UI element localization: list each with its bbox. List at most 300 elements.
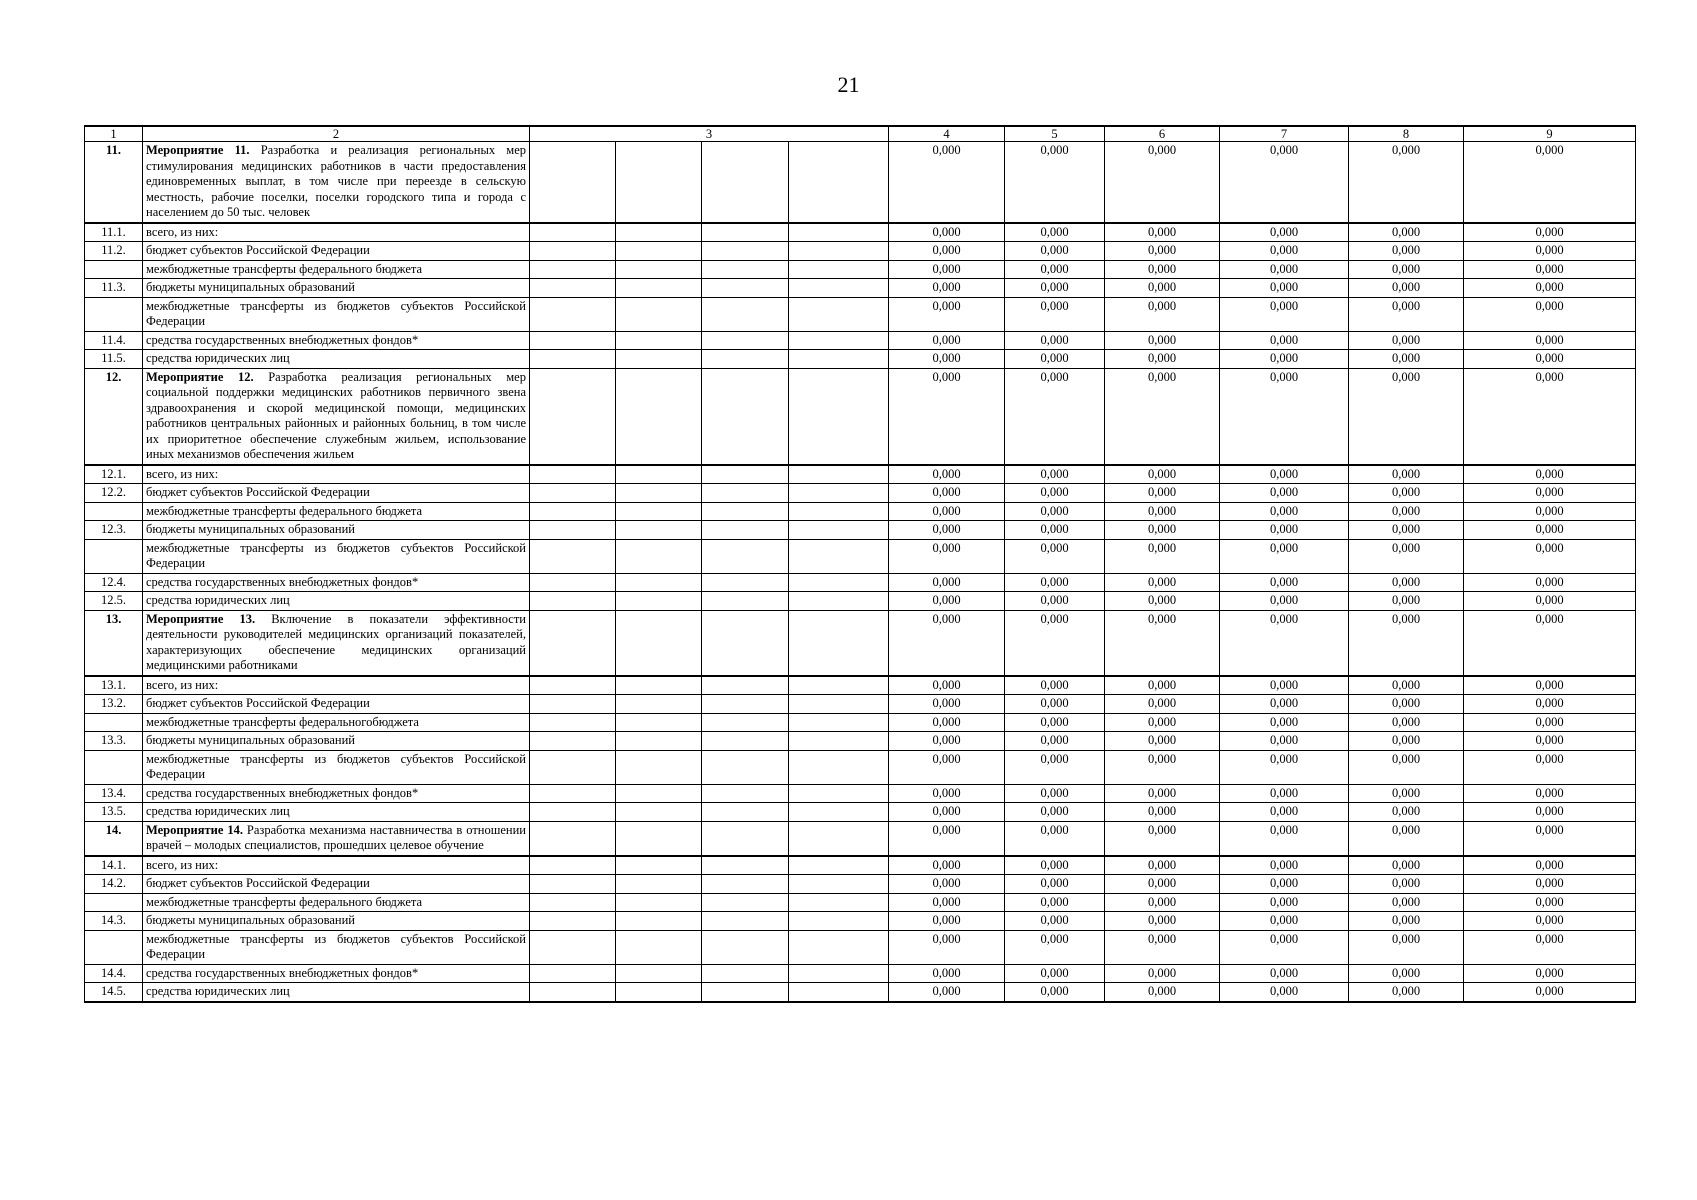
empty-cell bbox=[530, 521, 616, 540]
empty-cell bbox=[702, 260, 789, 279]
header-cell: 2 bbox=[143, 126, 530, 142]
page-number: 21 bbox=[837, 72, 860, 97]
empty-cell bbox=[702, 279, 789, 298]
row-label: средства государственных внебюджетных фондов* bbox=[143, 964, 530, 983]
table-row bbox=[85, 856, 1636, 875]
value-cell: 0,000 bbox=[1220, 610, 1349, 676]
empty-cell bbox=[702, 465, 789, 484]
value-cell: 0,000 bbox=[1464, 750, 1636, 784]
value-cell: 0,000 bbox=[1005, 573, 1105, 592]
table-row bbox=[85, 964, 1636, 983]
empty-cell bbox=[616, 484, 702, 503]
value-cell: 0,000 bbox=[1105, 350, 1220, 369]
value-cell: 0,000 bbox=[1220, 242, 1349, 261]
value-cell: 0,000 bbox=[1105, 279, 1220, 298]
measure-text: Разработка механизма наставничества в отношении врачей – молодых специалистов, прошедших целевое обучение bbox=[146, 822, 526, 852]
value-cell: 0,000 bbox=[1464, 875, 1636, 894]
header-row bbox=[85, 126, 1636, 142]
row-number: 12.5. bbox=[85, 592, 143, 611]
empty-cell bbox=[789, 912, 889, 931]
empty-cell bbox=[702, 592, 789, 611]
empty-cell bbox=[530, 983, 616, 1002]
empty-cell bbox=[789, 713, 889, 732]
empty-cell bbox=[789, 592, 889, 611]
row-number: 11.2. bbox=[85, 242, 143, 261]
value-cell: 0,000 bbox=[1464, 912, 1636, 931]
empty-cell bbox=[616, 732, 702, 751]
row-number: 13.2. bbox=[85, 695, 143, 714]
value-cell: 0,000 bbox=[1220, 695, 1349, 714]
empty-cell bbox=[789, 983, 889, 1002]
empty-cell bbox=[702, 368, 789, 465]
value-cell: 0,000 bbox=[1005, 242, 1105, 261]
empty-cell bbox=[616, 242, 702, 261]
row-label: всего, из них: bbox=[143, 223, 530, 242]
table-row bbox=[85, 242, 1636, 261]
empty-cell bbox=[616, 260, 702, 279]
value-cell: 0,000 bbox=[1464, 242, 1636, 261]
value-cell: 0,000 bbox=[1105, 821, 1220, 856]
row-number: 13.5. bbox=[85, 803, 143, 822]
value-cell: 0,000 bbox=[1005, 142, 1105, 223]
row-label: бюджеты муниципальных образований bbox=[143, 732, 530, 751]
value-cell: 0,000 bbox=[1105, 732, 1220, 751]
empty-cell bbox=[702, 964, 789, 983]
value-cell: 0,000 bbox=[1005, 368, 1105, 465]
empty-cell bbox=[616, 465, 702, 484]
row-label: бюджет субъектов Российской Федерации bbox=[143, 242, 530, 261]
value-cell: 0,000 bbox=[1464, 732, 1636, 751]
value-cell: 0,000 bbox=[1220, 750, 1349, 784]
row-label: средства юридических лиц bbox=[143, 803, 530, 822]
empty-cell bbox=[702, 912, 789, 931]
empty-cell bbox=[789, 964, 889, 983]
table-row bbox=[85, 912, 1636, 931]
empty-cell bbox=[789, 142, 889, 223]
value-cell: 0,000 bbox=[1220, 331, 1349, 350]
value-cell: 0,000 bbox=[889, 142, 1005, 223]
measure-text: Разработка реализация региональных мер социальной поддержки медицинских работников первичного звена здравоохранения и скорой медицинской помощи, медицинских работников центральных районных и районных больниц, в том числе их приоритетное обеспечение служебным жильем, использование иных механизмов обеспечения жильем bbox=[146, 369, 526, 461]
measure-description bbox=[143, 368, 530, 465]
row-label: бюджет субъектов Российской Федерации bbox=[143, 695, 530, 714]
row-number: 13.1. bbox=[85, 676, 143, 695]
header-cell: 6 bbox=[1105, 126, 1220, 142]
row-number: 12.1. bbox=[85, 465, 143, 484]
value-cell: 0,000 bbox=[1349, 260, 1464, 279]
header-cell: 8 bbox=[1349, 126, 1464, 142]
value-cell: 0,000 bbox=[1005, 784, 1105, 803]
row-number: 14.3. bbox=[85, 912, 143, 931]
value-cell: 0,000 bbox=[1220, 875, 1349, 894]
empty-cell bbox=[530, 821, 616, 856]
row-label: средства государственных внебюджетных фондов* bbox=[143, 573, 530, 592]
value-cell: 0,000 bbox=[889, 279, 1005, 298]
value-cell: 0,000 bbox=[1464, 803, 1636, 822]
table-row bbox=[85, 750, 1636, 784]
row-label: бюджеты муниципальных образований bbox=[143, 279, 530, 298]
empty-cell bbox=[616, 964, 702, 983]
value-cell: 0,000 bbox=[1220, 279, 1349, 298]
row-number: 14.5. bbox=[85, 983, 143, 1002]
empty-cell bbox=[789, 484, 889, 503]
empty-cell bbox=[616, 713, 702, 732]
empty-cell bbox=[530, 368, 616, 465]
empty-cell bbox=[530, 350, 616, 369]
value-cell: 0,000 bbox=[1105, 893, 1220, 912]
table-row bbox=[85, 484, 1636, 503]
value-cell: 0,000 bbox=[1349, 368, 1464, 465]
empty-cell bbox=[530, 695, 616, 714]
empty-cell bbox=[702, 803, 789, 822]
empty-cell bbox=[530, 539, 616, 573]
value-cell: 0,000 bbox=[1105, 610, 1220, 676]
empty-cell bbox=[702, 983, 789, 1002]
measure-row bbox=[85, 368, 1636, 465]
value-cell: 0,000 bbox=[1105, 750, 1220, 784]
empty-cell bbox=[616, 750, 702, 784]
empty-cell bbox=[702, 573, 789, 592]
measure-text: Включение в показатели эффективности деятельности руководителей медицинских организаций показателей, характеризующих обеспечение медицинских организаций медицинскими работниками bbox=[146, 611, 526, 672]
empty-cell bbox=[530, 465, 616, 484]
row-number: 12.4. bbox=[85, 573, 143, 592]
value-cell: 0,000 bbox=[1464, 784, 1636, 803]
row-label: средства юридических лиц bbox=[143, 983, 530, 1002]
value-cell: 0,000 bbox=[1105, 964, 1220, 983]
table-row bbox=[85, 930, 1636, 964]
empty-cell bbox=[789, 331, 889, 350]
value-cell: 0,000 bbox=[1349, 297, 1464, 331]
row-number: 11.1. bbox=[85, 223, 143, 242]
value-cell: 0,000 bbox=[1005, 331, 1105, 350]
value-cell: 0,000 bbox=[1349, 279, 1464, 298]
empty-cell bbox=[702, 297, 789, 331]
empty-cell bbox=[789, 875, 889, 894]
value-cell: 0,000 bbox=[1005, 260, 1105, 279]
value-cell: 0,000 bbox=[889, 784, 1005, 803]
row-label: бюджеты муниципальных образований bbox=[143, 521, 530, 540]
value-cell: 0,000 bbox=[1349, 821, 1464, 856]
value-cell: 0,000 bbox=[1105, 803, 1220, 822]
value-cell: 0,000 bbox=[889, 350, 1005, 369]
value-cell: 0,000 bbox=[889, 803, 1005, 822]
empty-cell bbox=[789, 297, 889, 331]
header-cell: 1 bbox=[85, 126, 143, 142]
value-cell: 0,000 bbox=[1220, 465, 1349, 484]
value-cell: 0,000 bbox=[1464, 713, 1636, 732]
value-cell: 0,000 bbox=[889, 713, 1005, 732]
empty-cell bbox=[789, 573, 889, 592]
measure-description bbox=[143, 821, 530, 856]
empty-cell bbox=[789, 930, 889, 964]
value-cell: 0,000 bbox=[1349, 610, 1464, 676]
empty-cell bbox=[702, 784, 789, 803]
value-cell: 0,000 bbox=[1005, 713, 1105, 732]
header-cell: 7 bbox=[1220, 126, 1349, 142]
value-cell: 0,000 bbox=[1349, 695, 1464, 714]
row-number bbox=[85, 502, 143, 521]
empty-cell bbox=[789, 803, 889, 822]
value-cell: 0,000 bbox=[889, 930, 1005, 964]
empty-cell bbox=[530, 930, 616, 964]
empty-cell bbox=[530, 502, 616, 521]
row-label: межбюджетные трансферты из бюджетов субъектов Российской Федерации bbox=[143, 297, 530, 331]
empty-cell bbox=[530, 732, 616, 751]
value-cell: 0,000 bbox=[1105, 912, 1220, 931]
value-cell: 0,000 bbox=[1349, 350, 1464, 369]
value-cell: 0,000 bbox=[1464, 465, 1636, 484]
row-label: всего, из них: bbox=[143, 465, 530, 484]
value-cell: 0,000 bbox=[1220, 260, 1349, 279]
value-cell: 0,000 bbox=[889, 875, 1005, 894]
row-label: межбюджетные трансферты федерального бюджета bbox=[143, 893, 530, 912]
value-cell: 0,000 bbox=[1005, 223, 1105, 242]
value-cell: 0,000 bbox=[1105, 784, 1220, 803]
value-cell: 0,000 bbox=[1349, 521, 1464, 540]
value-cell: 0,000 bbox=[889, 732, 1005, 751]
value-cell: 0,000 bbox=[1005, 279, 1105, 298]
row-label: бюджет субъектов Российской Федерации bbox=[143, 484, 530, 503]
header-cell: 3 bbox=[530, 126, 889, 142]
table-row bbox=[85, 223, 1636, 242]
empty-cell bbox=[530, 242, 616, 261]
value-cell: 0,000 bbox=[1220, 784, 1349, 803]
value-cell: 0,000 bbox=[1105, 142, 1220, 223]
measure-title: Мероприятие 13. bbox=[146, 611, 256, 626]
value-cell: 0,000 bbox=[1105, 297, 1220, 331]
table-row bbox=[85, 875, 1636, 894]
measure-number: 14. bbox=[85, 821, 143, 856]
value-cell: 0,000 bbox=[1220, 368, 1349, 465]
value-cell: 0,000 bbox=[1220, 297, 1349, 331]
value-cell: 0,000 bbox=[1464, 930, 1636, 964]
row-label: межбюджетные трансферты из бюджетов субъектов Российской Федерации bbox=[143, 930, 530, 964]
value-cell: 0,000 bbox=[889, 856, 1005, 875]
value-cell: 0,000 bbox=[1005, 592, 1105, 611]
value-cell: 0,000 bbox=[1349, 856, 1464, 875]
empty-cell bbox=[616, 331, 702, 350]
value-cell: 0,000 bbox=[1220, 821, 1349, 856]
table-row bbox=[85, 331, 1636, 350]
empty-cell bbox=[616, 368, 702, 465]
value-cell: 0,000 bbox=[1464, 964, 1636, 983]
value-cell: 0,000 bbox=[1105, 592, 1220, 611]
empty-cell bbox=[789, 350, 889, 369]
row-label: межбюджетные трансферты федеральногобюджета bbox=[143, 713, 530, 732]
value-cell: 0,000 bbox=[1220, 350, 1349, 369]
empty-cell bbox=[702, 142, 789, 223]
empty-cell bbox=[789, 750, 889, 784]
empty-cell bbox=[530, 142, 616, 223]
table-row bbox=[85, 732, 1636, 751]
value-cell: 0,000 bbox=[889, 573, 1005, 592]
empty-cell bbox=[702, 893, 789, 912]
empty-cell bbox=[789, 732, 889, 751]
value-cell: 0,000 bbox=[1349, 331, 1464, 350]
row-label: межбюджетные трансферты из бюджетов субъектов Российской Федерации bbox=[143, 539, 530, 573]
empty-cell bbox=[616, 856, 702, 875]
value-cell: 0,000 bbox=[1220, 223, 1349, 242]
value-cell: 0,000 bbox=[1005, 676, 1105, 695]
value-cell: 0,000 bbox=[1220, 592, 1349, 611]
row-number bbox=[85, 713, 143, 732]
table-row bbox=[85, 279, 1636, 298]
table-row bbox=[85, 695, 1636, 714]
value-cell: 0,000 bbox=[1220, 713, 1349, 732]
value-cell: 0,000 bbox=[1005, 875, 1105, 894]
empty-cell bbox=[616, 279, 702, 298]
value-cell: 0,000 bbox=[889, 964, 1005, 983]
empty-cell bbox=[702, 821, 789, 856]
empty-cell bbox=[530, 297, 616, 331]
value-cell: 0,000 bbox=[1105, 331, 1220, 350]
value-cell: 0,000 bbox=[1005, 539, 1105, 573]
empty-cell bbox=[616, 610, 702, 676]
value-cell: 0,000 bbox=[1464, 856, 1636, 875]
value-cell: 0,000 bbox=[1005, 750, 1105, 784]
row-number: 11.3. bbox=[85, 279, 143, 298]
empty-cell bbox=[530, 676, 616, 695]
row-label: межбюджетные трансферты федерального бюджета bbox=[143, 502, 530, 521]
value-cell: 0,000 bbox=[1464, 279, 1636, 298]
table-row bbox=[85, 521, 1636, 540]
empty-cell bbox=[789, 610, 889, 676]
value-cell: 0,000 bbox=[1464, 695, 1636, 714]
empty-cell bbox=[616, 676, 702, 695]
value-cell: 0,000 bbox=[1220, 521, 1349, 540]
value-cell: 0,000 bbox=[1464, 368, 1636, 465]
value-cell: 0,000 bbox=[1464, 821, 1636, 856]
empty-cell bbox=[530, 803, 616, 822]
table-row bbox=[85, 539, 1636, 573]
value-cell: 0,000 bbox=[1005, 465, 1105, 484]
value-cell: 0,000 bbox=[1005, 856, 1105, 875]
empty-cell bbox=[530, 964, 616, 983]
header-cell: 4 bbox=[889, 126, 1005, 142]
empty-cell bbox=[616, 142, 702, 223]
row-number: 14.1. bbox=[85, 856, 143, 875]
empty-cell bbox=[702, 695, 789, 714]
value-cell: 0,000 bbox=[1005, 610, 1105, 676]
row-label: бюджет субъектов Российской Федерации bbox=[143, 875, 530, 894]
value-cell: 0,000 bbox=[1105, 983, 1220, 1002]
row-number: 11.4. bbox=[85, 331, 143, 350]
value-cell: 0,000 bbox=[889, 242, 1005, 261]
measure-row bbox=[85, 142, 1636, 223]
measure-text: Разработка и реализация региональных мер стимулирования медицинских работников в части предоставления единовременных выплат, в том числе при переезде в сельскую местность, рабочие поселки, поселки городского типа и города с населением до 50 тыс. человек bbox=[146, 143, 526, 219]
value-cell: 0,000 bbox=[1005, 912, 1105, 931]
value-cell: 0,000 bbox=[1349, 930, 1464, 964]
value-cell: 0,000 bbox=[889, 821, 1005, 856]
empty-cell bbox=[616, 539, 702, 573]
value-cell: 0,000 bbox=[1349, 713, 1464, 732]
empty-cell bbox=[702, 713, 789, 732]
empty-cell bbox=[789, 784, 889, 803]
row-label: средства государственных внебюджетных фондов* bbox=[143, 784, 530, 803]
value-cell: 0,000 bbox=[1105, 875, 1220, 894]
value-cell: 0,000 bbox=[1349, 573, 1464, 592]
empty-cell bbox=[702, 484, 789, 503]
header-cell: 9 bbox=[1464, 126, 1636, 142]
empty-cell bbox=[616, 695, 702, 714]
value-cell: 0,000 bbox=[1105, 484, 1220, 503]
table-row bbox=[85, 573, 1636, 592]
empty-cell bbox=[789, 521, 889, 540]
empty-cell bbox=[616, 223, 702, 242]
value-cell: 0,000 bbox=[1464, 521, 1636, 540]
table-row bbox=[85, 502, 1636, 521]
value-cell: 0,000 bbox=[1464, 484, 1636, 503]
empty-cell bbox=[616, 297, 702, 331]
empty-cell bbox=[530, 610, 616, 676]
measure-title: Мероприятие 14. bbox=[146, 822, 243, 837]
empty-cell bbox=[616, 502, 702, 521]
value-cell: 0,000 bbox=[1349, 803, 1464, 822]
empty-cell bbox=[789, 260, 889, 279]
row-number: 14.4. bbox=[85, 964, 143, 983]
value-cell: 0,000 bbox=[1105, 521, 1220, 540]
table-row bbox=[85, 465, 1636, 484]
empty-cell bbox=[530, 223, 616, 242]
measure-number: 12. bbox=[85, 368, 143, 465]
value-cell: 0,000 bbox=[1105, 502, 1220, 521]
value-cell: 0,000 bbox=[1349, 142, 1464, 223]
empty-cell bbox=[616, 875, 702, 894]
value-cell: 0,000 bbox=[1349, 242, 1464, 261]
value-cell: 0,000 bbox=[1005, 964, 1105, 983]
value-cell: 0,000 bbox=[1349, 875, 1464, 894]
empty-cell bbox=[702, 539, 789, 573]
value-cell: 0,000 bbox=[889, 502, 1005, 521]
value-cell: 0,000 bbox=[1220, 732, 1349, 751]
value-cell: 0,000 bbox=[1105, 856, 1220, 875]
value-cell: 0,000 bbox=[889, 983, 1005, 1002]
value-cell: 0,000 bbox=[1220, 856, 1349, 875]
empty-cell bbox=[702, 732, 789, 751]
empty-cell bbox=[616, 784, 702, 803]
empty-cell bbox=[789, 502, 889, 521]
value-cell: 0,000 bbox=[1464, 573, 1636, 592]
empty-cell bbox=[616, 573, 702, 592]
value-cell: 0,000 bbox=[1105, 260, 1220, 279]
value-cell: 0,000 bbox=[1464, 350, 1636, 369]
empty-cell bbox=[702, 521, 789, 540]
value-cell: 0,000 bbox=[1105, 539, 1220, 573]
value-cell: 0,000 bbox=[1105, 676, 1220, 695]
measure-description bbox=[143, 610, 530, 676]
value-cell: 0,000 bbox=[1220, 484, 1349, 503]
value-cell: 0,000 bbox=[1464, 592, 1636, 611]
value-cell: 0,000 bbox=[1105, 695, 1220, 714]
table-row bbox=[85, 592, 1636, 611]
value-cell: 0,000 bbox=[1464, 331, 1636, 350]
value-cell: 0,000 bbox=[889, 260, 1005, 279]
empty-cell bbox=[702, 930, 789, 964]
value-cell: 0,000 bbox=[1349, 465, 1464, 484]
value-cell: 0,000 bbox=[1349, 964, 1464, 983]
value-cell: 0,000 bbox=[1349, 484, 1464, 503]
row-number: 13.3. bbox=[85, 732, 143, 751]
value-cell: 0,000 bbox=[1005, 983, 1105, 1002]
value-cell: 0,000 bbox=[889, 592, 1005, 611]
value-cell: 0,000 bbox=[889, 297, 1005, 331]
value-cell: 0,000 bbox=[1220, 893, 1349, 912]
value-cell: 0,000 bbox=[889, 368, 1005, 465]
measure-number: 11. bbox=[85, 142, 143, 223]
empty-cell bbox=[530, 912, 616, 931]
value-cell: 0,000 bbox=[1464, 297, 1636, 331]
row-number: 11.5. bbox=[85, 350, 143, 369]
row-number: 13.4. bbox=[85, 784, 143, 803]
